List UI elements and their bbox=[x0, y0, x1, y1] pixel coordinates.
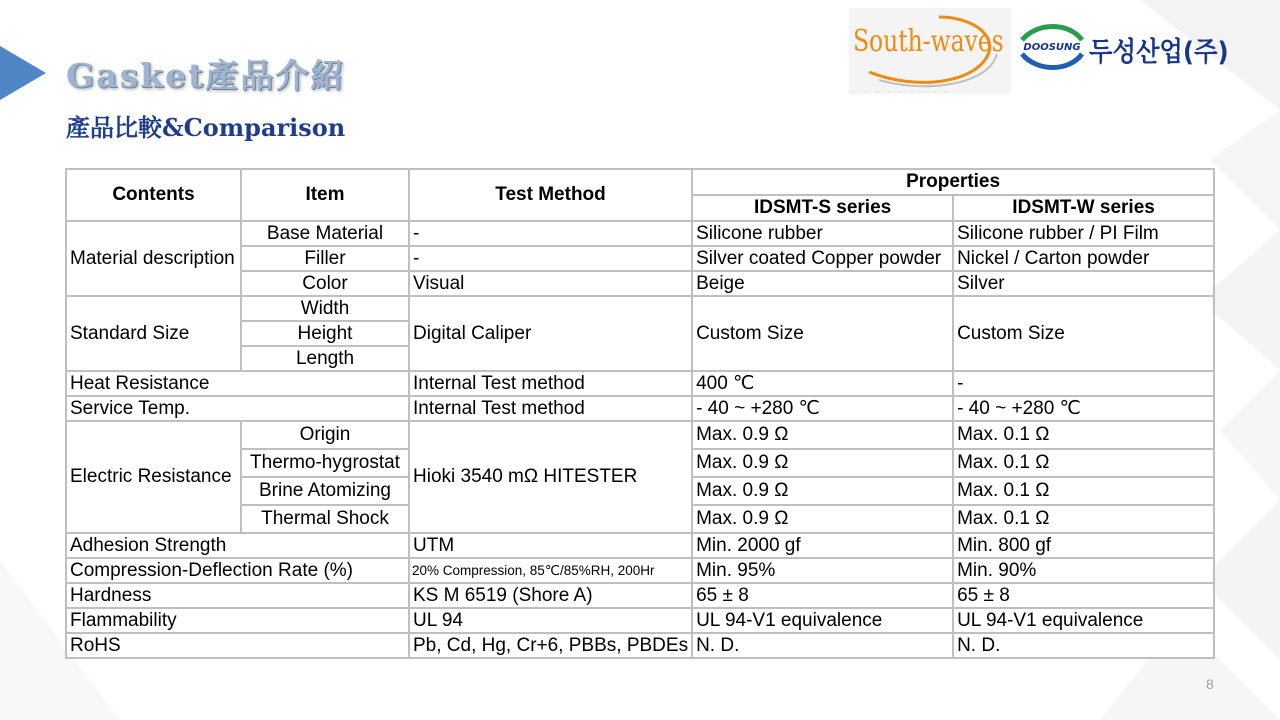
row-label: Standard Size bbox=[66, 296, 241, 371]
table-row bbox=[66, 221, 1214, 246]
row-value-s: UL 94-V1 equivalence bbox=[692, 608, 953, 633]
table-row bbox=[66, 371, 1214, 396]
row-method: Internal Test method bbox=[409, 371, 692, 396]
row-method: Internal Test method bbox=[409, 396, 692, 421]
row-method: Pb, Cd, Hg, Cr+6, PBBs, PBDEs bbox=[409, 633, 692, 658]
row-item: Height bbox=[241, 321, 409, 346]
row-method: 20% Compression, 85℃/85%RH, 200Hr bbox=[409, 558, 692, 583]
table-row bbox=[66, 421, 1214, 449]
row-method: KS M 6519 (Shore A) bbox=[409, 583, 692, 608]
row-value-s: Custom Size bbox=[692, 296, 953, 371]
row-value-w: - bbox=[953, 371, 1214, 396]
row-item: Color bbox=[241, 271, 409, 296]
row-label: Material description bbox=[66, 221, 241, 296]
row-label: Compression-Deflection Rate (%) bbox=[66, 558, 409, 583]
company-logos bbox=[849, 8, 1229, 98]
row-value-w: Max. 0.1 Ω bbox=[953, 449, 1214, 477]
doosung-logo-korean: 두성산업(주) bbox=[1089, 37, 1229, 68]
row-value-s: Silicone rubber bbox=[692, 221, 953, 246]
table-row bbox=[66, 396, 1214, 421]
row-label: Electric Resistance bbox=[66, 421, 241, 533]
row-label: Flammability bbox=[66, 608, 409, 633]
row-label: Heat Resistance bbox=[66, 371, 409, 396]
row-value-s: - 40 ~ +280 ℃ bbox=[692, 396, 953, 421]
row-method: Hioki 3540 mΩ HITESTER bbox=[409, 421, 692, 533]
row-value-w: Min. 800 gf bbox=[953, 533, 1214, 558]
southwaves-logo-tagline-icon: · · · · · · · · · bbox=[853, 86, 951, 96]
row-label: RoHS bbox=[66, 633, 409, 658]
row-value-w: Max. 0.1 Ω bbox=[953, 505, 1214, 533]
row-value-w: Nickel / Carton powder bbox=[953, 246, 1214, 271]
row-item: Length bbox=[241, 346, 409, 371]
row-item: Base Material bbox=[241, 221, 409, 246]
row-method: - bbox=[409, 221, 692, 246]
row-value-w: N. D. bbox=[953, 633, 1214, 658]
southwaves-logo bbox=[849, 8, 1011, 94]
row-item: Filler bbox=[241, 246, 409, 271]
row-method: Visual bbox=[409, 271, 692, 296]
row-value-w: UL 94-V1 equivalence bbox=[953, 608, 1214, 633]
row-item: Thermal Shock bbox=[241, 505, 409, 533]
row-value-w: Max. 0.1 Ω bbox=[953, 421, 1214, 449]
table-row bbox=[66, 583, 1214, 608]
table-row bbox=[66, 533, 1214, 558]
row-item: Thermo-hygrostat bbox=[241, 449, 409, 477]
row-value-s: Min. 95% bbox=[692, 558, 953, 583]
row-value-s: N. D. bbox=[692, 633, 953, 658]
title-arrow-icon bbox=[0, 46, 46, 100]
row-method: UL 94 bbox=[409, 608, 692, 633]
table-row bbox=[66, 296, 1214, 321]
row-value-w: - 40 ~ +280 ℃ bbox=[953, 396, 1214, 421]
row-value-w: Silver bbox=[953, 271, 1214, 296]
table-row bbox=[66, 558, 1214, 583]
row-value-s: Max. 0.9 Ω bbox=[692, 505, 953, 533]
row-value-w: Min. 90% bbox=[953, 558, 1214, 583]
header-series-w: IDSMT-W series bbox=[953, 195, 1214, 221]
comparison-table bbox=[65, 168, 1215, 659]
row-item: Width bbox=[241, 296, 409, 321]
row-label: Adhesion Strength bbox=[66, 533, 409, 558]
row-value-s: 400 ℃ bbox=[692, 371, 953, 396]
row-value-s: Silver coated Copper powder bbox=[692, 246, 953, 271]
row-method: Digital Caliper bbox=[409, 296, 692, 371]
slide-subtitle: 產品比較&Comparison bbox=[66, 113, 346, 142]
header-series-s: IDSMT-S series bbox=[692, 195, 953, 221]
row-value-s: Max. 0.9 Ω bbox=[692, 477, 953, 505]
slide-title: Gasket產品介紹 bbox=[66, 56, 346, 95]
row-method: - bbox=[409, 246, 692, 271]
header-contents: Contents bbox=[66, 169, 241, 221]
header-test-method: Test Method bbox=[409, 169, 692, 221]
row-value-s: Beige bbox=[692, 271, 953, 296]
table-row bbox=[66, 608, 1214, 633]
table-row bbox=[66, 633, 1214, 658]
row-value-s: Max. 0.9 Ω bbox=[692, 421, 953, 449]
row-value-w: 65 ± 8 bbox=[953, 583, 1214, 608]
doosung-logo-en: DOOSUNG bbox=[1023, 42, 1081, 53]
row-value-s: Min. 2000 gf bbox=[692, 533, 953, 558]
row-item: Origin bbox=[241, 421, 409, 449]
row-label: Service Temp. bbox=[66, 396, 409, 421]
row-value-w: Silicone rubber / PI Film bbox=[953, 221, 1214, 246]
row-value-s: Max. 0.9 Ω bbox=[692, 449, 953, 477]
row-value-s: 65 ± 8 bbox=[692, 583, 953, 608]
row-item: Brine Atomizing bbox=[241, 477, 409, 505]
row-label: Hardness bbox=[66, 583, 409, 608]
page-number: 8 bbox=[1206, 676, 1214, 692]
table-header-row bbox=[66, 169, 1214, 195]
southwaves-logo-text: South-waves bbox=[853, 24, 1004, 59]
header-item: Item bbox=[241, 169, 409, 221]
row-value-w: Max. 0.1 Ω bbox=[953, 477, 1214, 505]
header-properties: Properties bbox=[692, 169, 1214, 195]
doosung-globe-icon bbox=[1017, 20, 1087, 72]
doosung-logo bbox=[1017, 18, 1229, 80]
row-value-w: Custom Size bbox=[953, 296, 1214, 371]
row-method: UTM bbox=[409, 533, 692, 558]
